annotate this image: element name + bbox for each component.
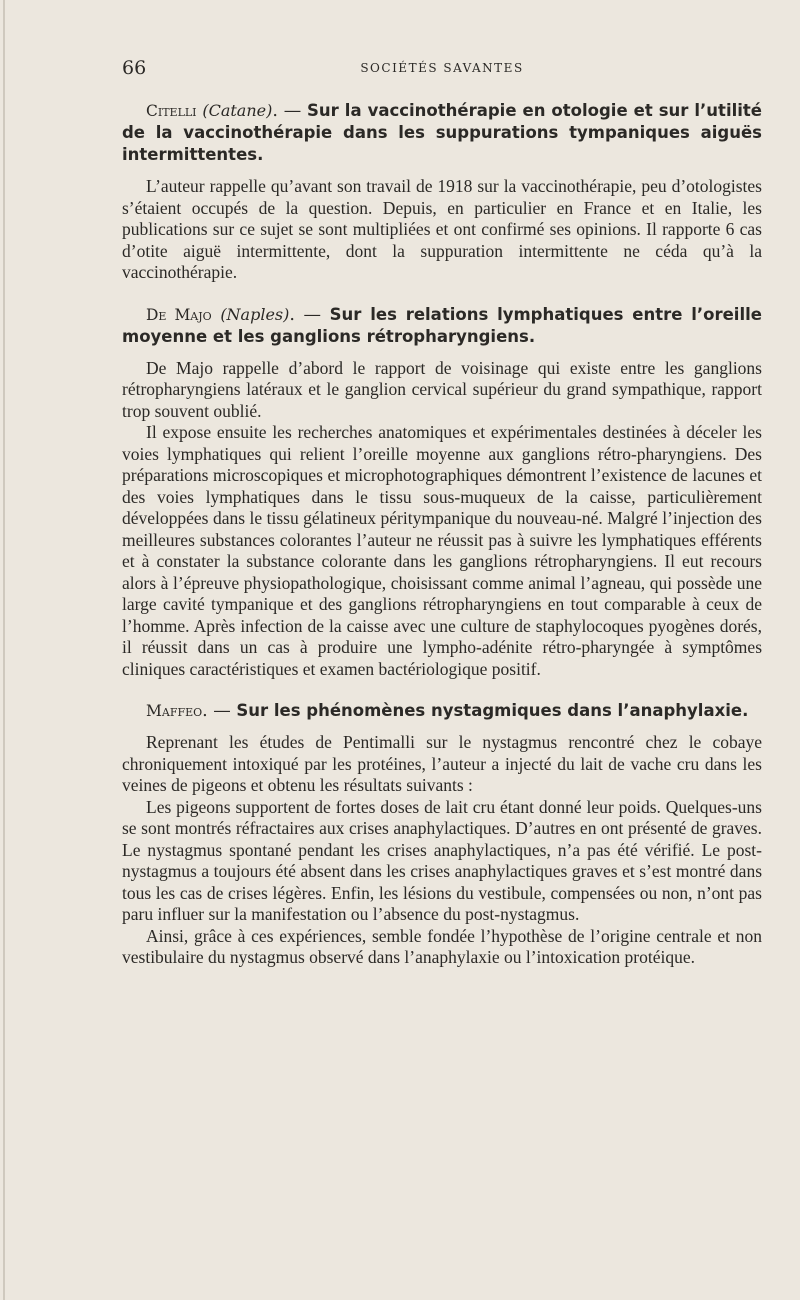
article-de-majo — [122, 304, 762, 681]
article-title: Sur les phénomènes nystagmiques dans l’anaphylaxie. — [236, 701, 749, 720]
page-content — [122, 100, 762, 989]
article-heading — [122, 700, 762, 722]
article-heading — [122, 100, 762, 166]
article-maffeo — [122, 700, 762, 969]
article-paragraph: Ainsi, grâce à ces expériences, semble fondée l’hypothèse de l’origine centrale et non vestibulaire du nystagmus observé dans l’anaphylaxie ou l’intoxication protéique. — [122, 925, 762, 967]
article-heading — [122, 304, 762, 348]
heading-separator: . — — [272, 101, 308, 121]
page-edge-rule — [3, 0, 5, 1300]
article-title: Sur la vaccinothérapie en otologie et sur l’utilité de la vaccinothérapie dans les suppurations tympaniques aiguës intermittentes. — [122, 101, 762, 164]
article-paragraph: Il expose ensuite les recherches anatomiques et expérimentales destinées à déceler les voies lymphatiques qui relient l’oreille moyenne aux ganglions rétro-pharyngiens. Des préparations microscopiques et microphotographiques démontrent l’existence de lacunes et des voies lymphatiques dans le tissu sous-muqueux de la caisse, particulièrement développées dans le tissu gélatineux péritympanique du nouveau-né. Malgré l’injection des meilleures substances colorantes l’auteur ne réussit pas à suivre les lymphatiques efférents et à constater la substance colorante dans les ganglions rétropharyngiens. Il eut recours alors à l’épreuve physiopathologique, choisissant comme animal l’agneau, qui possède une large cavité tympanique et des ganglions rétropharyngiens en tout comparable à ceux de l’homme. Après infection de la caisse avec une culture de staphylocoques pyogènes dorés, il réussit dans un cas à produire une lympho-adénite rétro-pharyngée à symptômes cliniques caractéristiques et examen bactériologique positif. — [122, 422, 762, 679]
article-author: Maffeo — [146, 702, 203, 720]
heading-separator: . — — [289, 304, 330, 325]
article-location: (Naples) — [220, 304, 290, 324]
article-paragraph: Reprenant les études de Pentimalli sur le nystagmus rencontré chez le cobaye chroniquement intoxiqué par les protéines, l’auteur a injecté du lait de vache cru dans les veines de pigeons et obtenu les résultats suivants : — [122, 732, 762, 795]
article-title: Sur les relations lymphatiques entre l’oreille moyenne et les ganglions rétropharyngiens. — [122, 304, 762, 346]
page-number: 66 — [122, 57, 147, 79]
article-author: Citelli — [146, 102, 197, 120]
article-citelli — [122, 100, 762, 284]
article-author: De Majo — [146, 305, 212, 324]
article-paragraph: L’auteur rappelle qu’avant son travail de 1918 sur la vaccinothérapie, peu d’otologistes s’étaient occupés de la question. Depuis, en particulier en France et en Italie, les publications sur ce sujet se sont multipliées et ont confirmé ses opinions. Il rapporte 6 cas d’otite aiguë intermittente, dont la suppuration intermittente ne céda qu’à la vaccinothérapie. — [122, 176, 762, 282]
article-location: (Catane) — [202, 101, 273, 120]
running-title: SOCIÉTÉS SAVANTES — [360, 61, 524, 75]
heading-separator: . — — [202, 701, 237, 721]
article-paragraph: Les pigeons supportent de fortes doses de lait cru étant donné leur poids. Quelques-uns se sont montrés réfractaires aux crises anaphylactiques. D’autres en ont présenté de graves. Le nystagmus spontané pendant les crises anaphylactiques, n’a pas été vérifié. Le post-nystagmus a toujours été absent dans les crises anaphylactiques graves et s’est montré dans tous les cas de crises légères. Enfin, les lésions du vestibule, compensées ou non, n’ont pas paru influer sur la manifestation ou l’absence du post-nystagmus. — [122, 796, 762, 924]
page-header — [122, 57, 762, 83]
article-paragraph: De Majo rappelle d’abord le rapport de voisinage qui existe entre les ganglions rétropharyngiens latéraux et le ganglion cervical supérieur du grand sympathique, rapport trop souvent oublié. — [122, 357, 762, 421]
